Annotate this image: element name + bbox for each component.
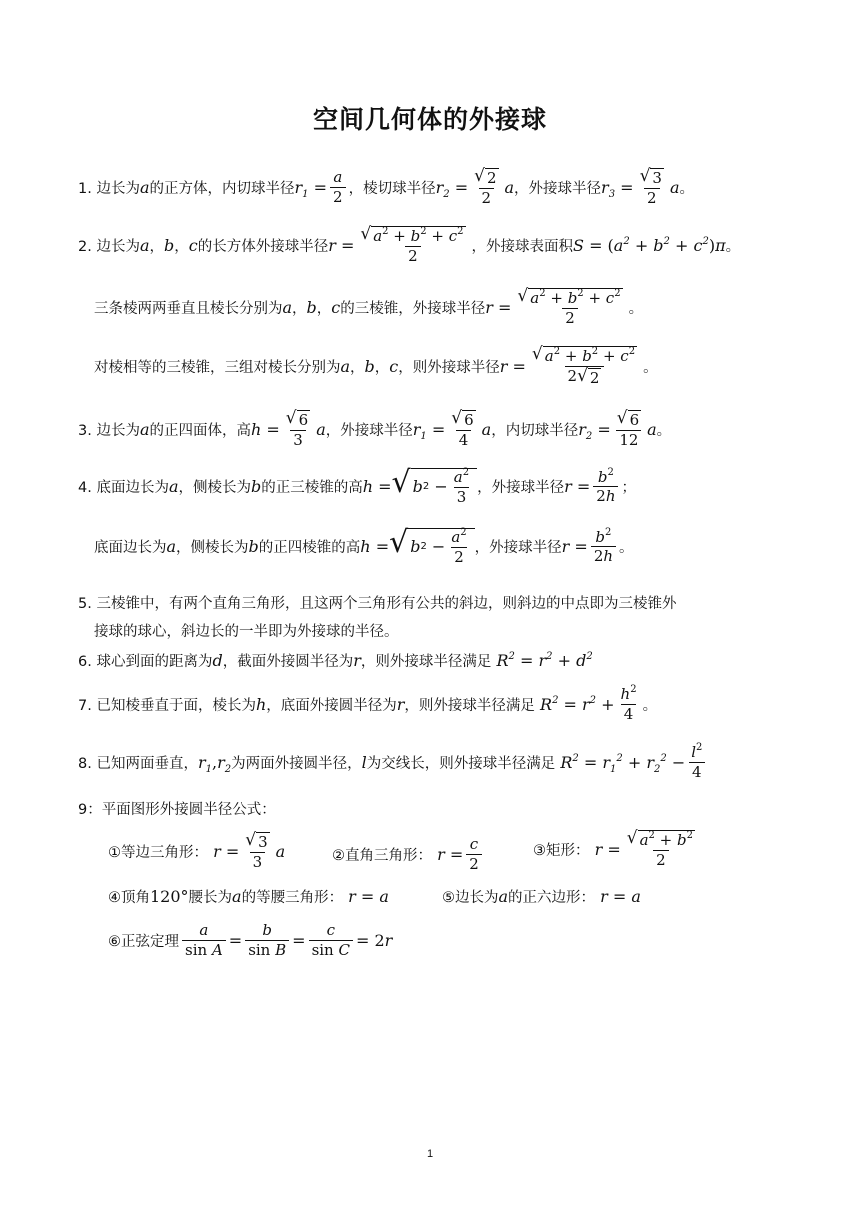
item-6: 6. 球心到面的距离为 d ，截面外接圆半径为 r ，则外接球半径满足 $R^2 = r^2 + d^2$ (78, 651, 593, 670)
fraction: $\frac{b^2}{2h}$ (593, 469, 618, 505)
fraction: √ 3 2 (639, 166, 662, 207)
item-3: 3. 边长为 a 的正四面体，高 h = √ 6 3 a ，外接球半径 $r_1$ = √ 6 4 a ，内切球半径 $r_2$ = √ 6 12 a 。 (78, 408, 672, 449)
item-1: 1. 边长为 a 的正方体，内切球半径 $r_1$ = $\frac{a}{2}$ ，棱切球半径 $r_2$ = √ 2 2 a ，外接球半径 $r_3$ = √ 3 2 a 。 (78, 166, 695, 207)
fraction: √ 6 12 (614, 410, 644, 449)
item-9: 9：平面图形外接圆半径公式： (78, 802, 276, 818)
item-5-line-2: 接球的球心，斜边长的一半即为外接球的半径。 (94, 624, 399, 640)
fraction: √ 6 4 (451, 408, 474, 449)
radical: √ b 2 − $\frac{a^2}{3}$ (392, 468, 478, 505)
fraction: √ $a^2 + b^2 + c^2$ 2 (360, 224, 464, 265)
item-2c: 对棱相等的三棱锥，三组对棱长分别为 a ， b ， c ，则外接球半径 r = √ $a^2 + b^2 + c^2$ 2 √ 2 。 (94, 344, 658, 387)
radical: √ b 2 − $\frac{a^2}{2}$ (389, 528, 475, 565)
fraction: √ $a^2 + b^2 + c^2$ 2 √ 2 (531, 344, 636, 387)
item-2b: 三条棱两两垂直且棱长分别为 a ， b ， c 的三棱锥，外接球半径 r = √ $a^2 + b^2 + c^2$ 2 。 (94, 286, 644, 327)
fraction: √ 6 3 (285, 408, 309, 449)
formula-rectangle: ③矩形： r = √ $a^2 + b^2$ 2 (533, 830, 701, 869)
formula-hexagon: ⑤边长为 a 的正六边形： r = a (442, 887, 641, 906)
fraction: $\frac{b}{\text{sin B}}$ (245, 922, 289, 958)
page-title: 空间几何体的外接球 (312, 105, 547, 134)
fraction: $\frac{a}{2}$ (330, 169, 346, 205)
fraction: $\frac{c}{\text{sin C}}$ (309, 922, 353, 958)
item-5-line-1: 5. 三棱锥中，有两个直角三角形，且这两个三角形有公共的斜边，则斜边的中点即为三棱锥外 (78, 596, 677, 612)
item-8: 8. 已知两面垂直， $r_1,r_2$ 为两面外接圆半径， l 为交线长，则外接球半径满足 $R^2 = r_1^2 + r_2^2$ − $\frac{l^2}{4}$ (78, 744, 708, 780)
fraction: $\frac{b^2}{2h}$ (591, 529, 616, 565)
fraction: $\frac{h^2}{4}$ (620, 684, 637, 723)
fraction: $\frac{l^2}{4}$ (688, 744, 705, 780)
fraction: $\frac{c}{2}$ (466, 836, 482, 872)
fraction: √ 2 2 (474, 166, 497, 207)
fraction: √ $a^2 + b^2 + c^2$ 2 (517, 286, 621, 327)
formula-isosceles-120: ④顶角 120° 腰长为 a 的等腰三角形： r = a (108, 887, 389, 906)
fraction: √ 3 3 (245, 830, 268, 871)
formula-right-triangle: ②直角三角形： r = $\frac{c}{2}$ (332, 836, 485, 872)
fraction: $\frac{a}{\text{sin A}}$ (182, 922, 226, 958)
item-4b: 底面边长为 a ，侧棱长为 b 的正四棱锥的高 h = √ b 2 − $\frac{a^2}{2}$ ，外接球半径 r = $\frac{b^2}{2h}$ 。 (94, 525, 634, 566)
item-2: 2. 边长为 a ， b ， c 的长方体外接球半径 r = √ $a^2 + b^2 + c^2$ 2 ，外接球表面积 $S = (a^2 + b^2 + c^2)\pi$ 。 (78, 224, 741, 265)
formula-equilateral: ①等边三角形： r = √ 3 3 a (108, 830, 286, 871)
formula-sine-law: ⑥正弦定理 $\frac{a}{\text{sin A}}$ = $\frac{b}{\text{sin B}}$ = $\frac{c}{\text{sin C}}$ = 2r (108, 921, 393, 959)
fraction: √ $a^2 + b^2$ 2 (626, 828, 693, 869)
item-7: 7. 已知棱垂直于面，棱长为 h ，底面外接圆半径为 r ，则外接球半径满足 $R^2 = r^2$ + $\frac{h^2}{4}$ 。 (78, 684, 658, 723)
page-number: 1 (426, 1148, 434, 1160)
item-4: 4. 底面边长为 a ，侧棱长为 b 的正三棱锥的高 h = √ b 2 − $\frac{a^2}{3}$ ，外接球半径 r = $\frac{b^2}{2h}$ ； (78, 465, 636, 506)
